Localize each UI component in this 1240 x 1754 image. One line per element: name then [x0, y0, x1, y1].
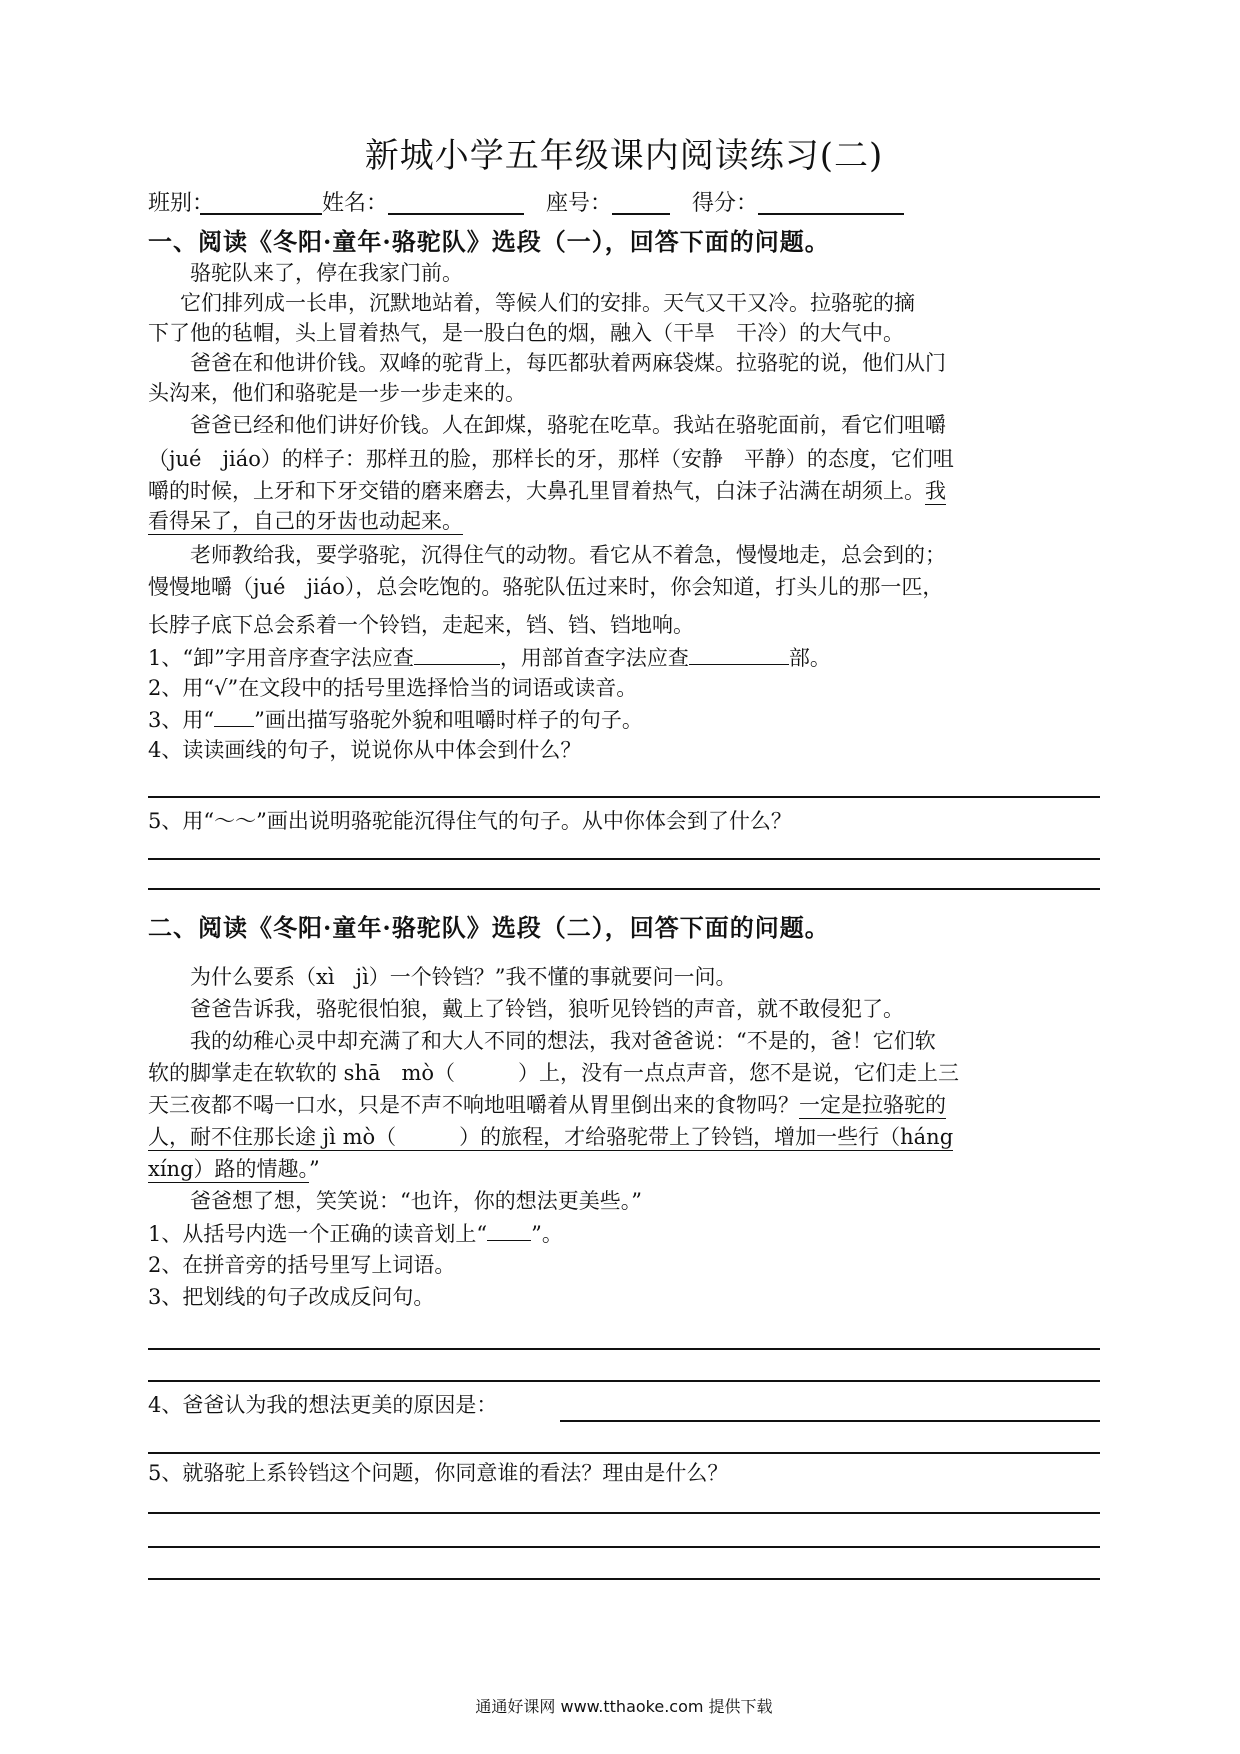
question-2-5: 5、就骆驼上系铃铛这个问题，你同意谁的看法？理由是什么？: [148, 1461, 729, 1485]
question-text: 1、“卸”字用音序查字法应查: [148, 646, 414, 670]
answer-line[interactable]: [148, 1512, 1100, 1514]
seat-field[interactable]: [612, 213, 670, 215]
section-2-heading: 二、阅读《冬阳·童年·骆驼队》选段（二），回答下面的问题。: [148, 913, 830, 942]
answer-line[interactable]: [148, 888, 1100, 890]
passage-2-line: 爸爸告诉我，骆驼很怕狼，戴上了铃铛，狼听见铃铛的声音，就不敢侵犯了。: [190, 997, 904, 1021]
passage-1-line: 下了他的毡帽，头上冒着热气，是一股白色的烟，融入（干旱 干冷）的大气中。: [148, 321, 904, 345]
question-text: 部。: [788, 646, 831, 670]
passage-2-line: [148, 1154, 320, 1184]
question-text: 3、用“: [148, 708, 215, 732]
question-1-5: 5、用“～～”画出说明骆驼能沉得住气的句子。从中你体会到了什么？: [148, 809, 792, 833]
passage-2-text: 天三夜都不喝一口水，只是不声不响地咀嚼着从胃里倒出来的食物吗？: [148, 1093, 799, 1117]
name-field[interactable]: [388, 213, 524, 215]
underlined-sentence: 看得呆了，自己的牙齿也动起来。: [148, 509, 463, 533]
answer-line[interactable]: [560, 1420, 1100, 1422]
passage-1-line: 爸爸已经和他们讲好价钱。人在卸煤，骆驼在吃草。我站在骆驼面前，看它们咀嚼: [190, 413, 946, 437]
question-text: ，用部首查字法应查: [499, 646, 689, 670]
answer-line[interactable]: [148, 858, 1100, 860]
underlined-sentence: 人，耐不住那长途 jì mò（ ）的旅程，才给骆驼带上了铃铛，增加一些行（háng: [148, 1125, 954, 1149]
question-1-1: [148, 642, 831, 672]
underlined-sentence: 一定是拉骆驼的: [799, 1093, 946, 1117]
question-2-4: 4、爸爸认为我的想法更美的原因是：: [148, 1393, 498, 1417]
passage-1-line: [148, 506, 463, 536]
section-1-heading: 一、阅读《冬阳·童年·骆驼队》选段（一），回答下面的问题。: [148, 227, 830, 256]
question-text: ”画出描写骆驼外貌和咀嚼时样子的句子。: [254, 708, 643, 732]
passage-1-line: 长脖子底下总会系着一个铃铛，走起来，铛、铛、铛地响。: [148, 613, 694, 637]
answer-line[interactable]: [148, 1348, 1100, 1350]
score-label: 得分：: [692, 191, 759, 216]
passage-1-line: （jué jiáo）的样子：那样丑的脸，那样长的牙，那样（安静 平静）的态度，它们咀: [148, 447, 954, 471]
passage-1-line: 头沟来，他们和骆驼是一步一步走来的。: [148, 381, 526, 405]
answer-blank[interactable]: [689, 642, 789, 665]
underlined-sentence: 我: [925, 479, 946, 503]
answer-blank[interactable]: [414, 642, 500, 665]
question-1-3: [148, 704, 643, 734]
name-label: 姓名：: [322, 191, 389, 216]
answer-line[interactable]: [148, 1578, 1100, 1580]
passage-1-text: 嚼的时候，上牙和下牙交错的磨来磨去，大鼻孔里冒着热气，白沫子沾满在胡须上。: [148, 479, 925, 503]
passage-1-line: 它们排列成一长串，沉默地站着，等候人们的安排。天气又干又冷。拉骆驼的摘: [180, 291, 915, 315]
underline-mark: [487, 1218, 531, 1241]
passage-2-line: 为什么要系（xì jì）一个铃铛？”我不懂的事就要问一问。: [190, 965, 737, 989]
class-field[interactable]: [200, 213, 322, 215]
student-info-row: [148, 186, 1100, 218]
passage-2-text: ”: [309, 1157, 320, 1181]
question-text: 1、从括号内选一个正确的读音划上“: [148, 1222, 488, 1246]
question-1-4: 4、读读画线的句子，说说你从中体会到什么？: [148, 738, 582, 762]
passage-1-line: 骆驼队来了，停在我家门前。: [190, 261, 463, 285]
passage-1-line: 爸爸在和他讲价钱。双峰的驼背上，每匹都驮着两麻袋煤。拉骆驼的说，他们从门: [190, 351, 946, 375]
underline-mark: [214, 704, 254, 727]
answer-line[interactable]: [148, 1546, 1100, 1548]
question-2-3: 3、把划线的句子改成反问句。: [148, 1285, 435, 1309]
answer-line[interactable]: [148, 1452, 1100, 1454]
footer-credit: 通通好课网 www.tthaoke.com 提供下载: [475, 1697, 773, 1716]
question-2-2: 2、在拼音旁的括号里写上词语。: [148, 1253, 456, 1277]
underlined-sentence: xíng）路的情趣。: [148, 1157, 310, 1181]
passage-2-line: [148, 1090, 946, 1120]
answer-line[interactable]: [148, 796, 1100, 798]
question-1-2: 2、用“√”在文段中的括号里选择恰当的词语或读音。: [148, 676, 638, 700]
page-title: 新城小学五年级课内阅读练习(二): [364, 136, 884, 176]
passage-2-line: [148, 1122, 953, 1152]
passage-1-line: [148, 476, 946, 506]
passage-1-line: 老师教给我，要学骆驼，沉得住气的动物。看它从不着急，慢慢地走，总会到的；: [190, 543, 946, 567]
passage-2-line: 软的脚掌走在软软的 shā mò（ ）上，没有一点点声音，您不是说，它们走上三: [148, 1061, 960, 1085]
passage-1-line: 慢慢地嚼（jué jiáo），总会吃饱的。骆驼队伍过来时，你会知道，打头儿的那一匹，: [148, 575, 944, 599]
question-2-1: [148, 1218, 563, 1248]
question-text: ”。: [531, 1222, 563, 1246]
answer-line[interactable]: [148, 1380, 1100, 1382]
class-label: 班别：: [148, 191, 215, 216]
passage-2-line: 我的幼稚心灵中却充满了和大人不同的想法，我对爸爸说：“不是的，爸！它们软: [190, 1029, 936, 1053]
passage-2-line: 爸爸想了想，笑笑说：“也许，你的想法更美些。”: [190, 1189, 642, 1213]
seat-label: 座号：: [546, 191, 613, 216]
score-field[interactable]: [758, 213, 904, 215]
